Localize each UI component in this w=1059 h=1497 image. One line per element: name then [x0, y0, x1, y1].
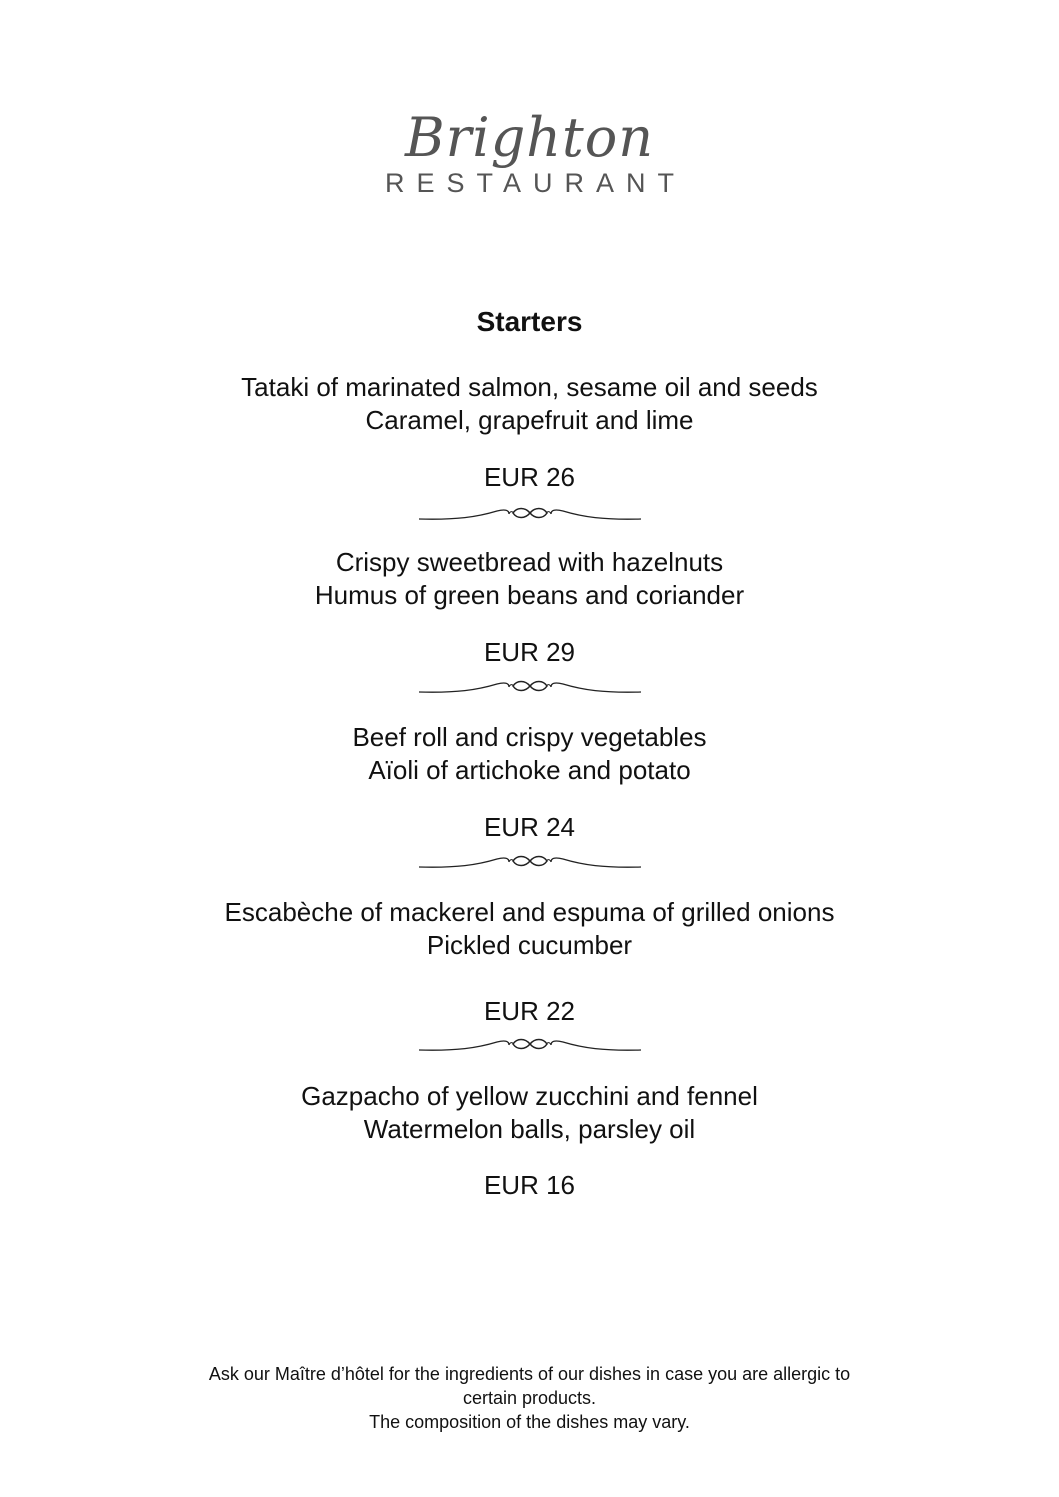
dish-description: Pickled cucumber: [426, 930, 633, 960]
dish-name: Gazpacho of yellow zucchini and fennel: [301, 1081, 758, 1111]
ornament-divider-icon: [0, 678, 1059, 702]
ornament-divider-icon: [0, 853, 1059, 877]
allergy-note: [0, 1362, 1059, 1434]
dish-name: Crispy sweetbread with hazelnuts: [335, 547, 724, 577]
footer-line: certain products.: [462, 1388, 597, 1408]
dish-description: Watermelon balls, parsley oil: [363, 1114, 696, 1144]
dish-item: [0, 721, 1059, 787]
section-title: Starters: [476, 306, 583, 337]
dish-price: EUR 16: [483, 1170, 576, 1200]
dish-item: [0, 896, 1059, 962]
footer-line: The composition of the dishes may vary.: [369, 1412, 690, 1432]
dish-price: EUR 29: [483, 637, 576, 667]
logo-subtitle: RESTAURANT: [384, 168, 686, 198]
dish-name: Beef roll and crispy vegetables: [352, 722, 707, 752]
dish-description: Humus of green beans and coriander: [314, 580, 745, 610]
footer-line: Ask our Maître d’hôtel for the ingredients of our dishes in case you are allergic to: [208, 1364, 851, 1384]
dish-description: Aïoli of artichoke and potato: [368, 755, 691, 785]
dish-item: [0, 1080, 1059, 1146]
dish-item: [0, 546, 1059, 612]
dish-description: Caramel, grapefruit and lime: [365, 405, 694, 435]
ornament-divider-icon: [0, 1036, 1059, 1060]
restaurant-logo: [0, 108, 1059, 218]
dish-price: EUR 22: [483, 996, 576, 1026]
logo-script: Brighton: [404, 106, 655, 169]
dish-price: EUR 24: [483, 812, 576, 842]
dish-name: Escabèche of mackerel and espuma of grilled onions: [224, 897, 835, 927]
dish-item: [0, 371, 1059, 437]
dish-name: Tataki of marinated salmon, sesame oil and seeds: [241, 372, 818, 402]
dish-price: EUR 26: [483, 462, 576, 492]
ornament-divider-icon: [0, 505, 1059, 529]
